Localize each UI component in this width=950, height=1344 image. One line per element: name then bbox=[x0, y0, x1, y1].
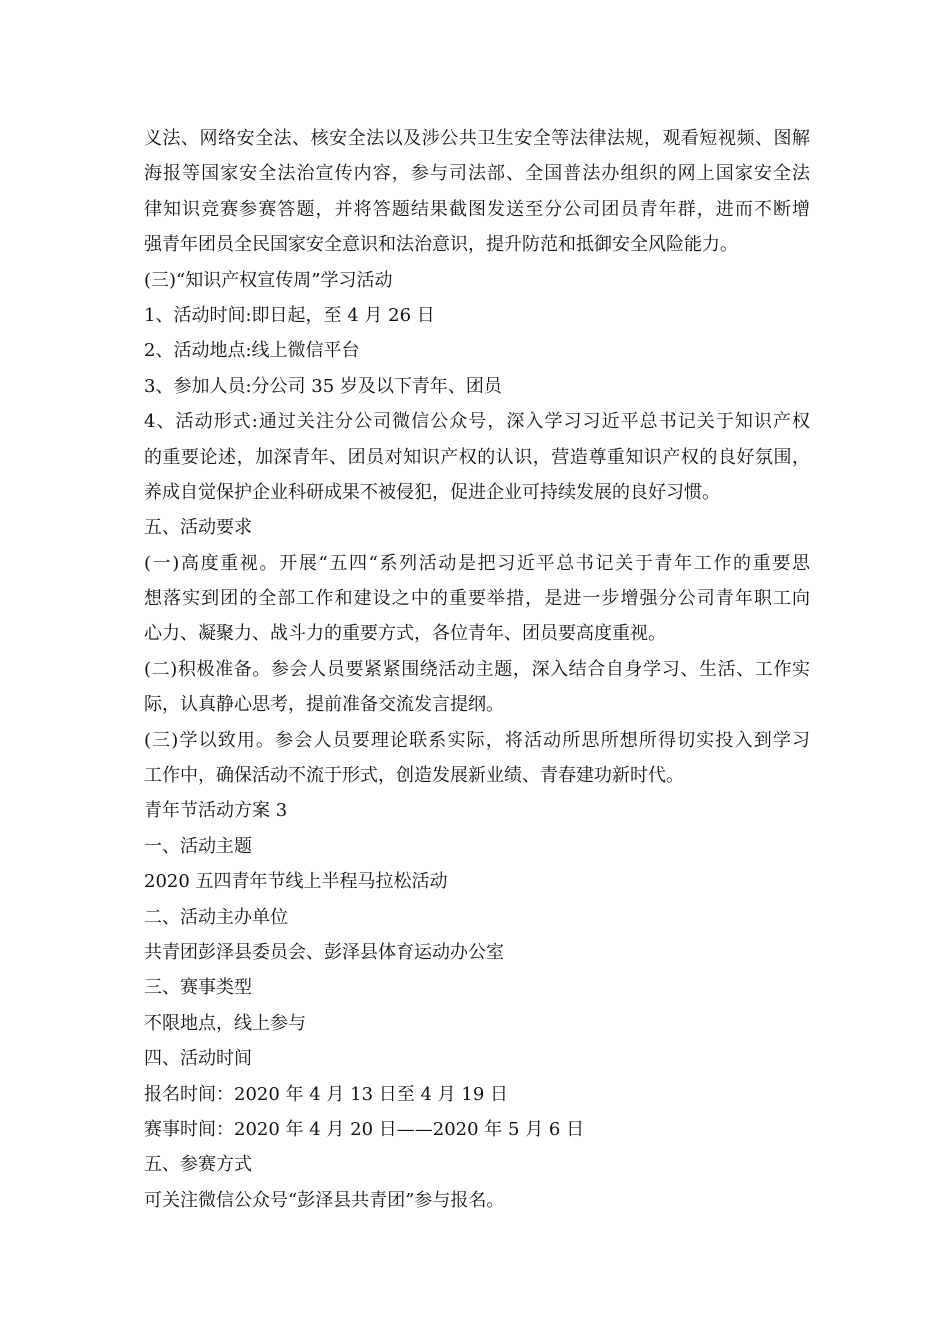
text-line: 2020 五四青年节线上半程马拉松活动 bbox=[144, 871, 448, 893]
text-line: 工作中，确保活动不流于形式，创造发展新业绩、青春建功新时代。 bbox=[144, 765, 684, 787]
text-line: 共青团彭泽县委员会、彭泽县体育运动办公室 bbox=[144, 941, 504, 963]
text-line: (一)高度重视。开展“五四“系列活动是把习近平总书记关于青年工作的重要思 bbox=[144, 552, 810, 574]
list-item: 4、活动形式:通过关注分公司微信公众号，深入学习习近平总书记关于知识产权 bbox=[144, 411, 810, 433]
text-line: 义法、网络安全法、核安全法以及涉公共卫生安全等法律法规，观看短视频、图解 bbox=[144, 128, 810, 149]
text-line: 律知识竞赛参赛答题，并将答题结果截图发送至分公司团员青年群，进而不断增 bbox=[144, 198, 810, 220]
document-page bbox=[144, 121, 810, 1218]
section-heading: (三)“知识产权宣传周”学习活动 bbox=[144, 269, 393, 291]
text-line: 想落实到团的全部工作和建设之中的重要举措，是进一步增强分公司青年职工向 bbox=[144, 588, 810, 610]
list-item: 3、参加人员:分公司 35 岁及以下青年、团员 bbox=[144, 375, 502, 397]
section-heading: 一、活动主题 bbox=[144, 835, 252, 857]
text-line: 赛事时间：2020 年 4 月 20 日——2020 年 5 月 6 日 bbox=[144, 1118, 585, 1140]
text-line: 可关注微信公众号“彭泽县共青团”参与报名。 bbox=[144, 1189, 505, 1211]
text-line: 养成自觉保护企业科研成果不被侵犯，促进企业可持续发展的良好习惯。 bbox=[144, 481, 720, 503]
text-line: 的重要论述，加深青年、团员对知识产权的认识，营造尊重知识产权的良好氛围， bbox=[144, 446, 810, 468]
text-line: 际，认真静心思考，提前准备交流发言提纲。 bbox=[144, 694, 504, 716]
text-line: (三)学以致用。参会人员要理论联系实际，将活动所思所想所得切实投入到学习 bbox=[144, 729, 810, 751]
text-line: 心力、凝聚力、战斗力的重要方式，各位青年、团员要高度重视。 bbox=[144, 623, 666, 645]
list-item: 2、活动地点:线上微信平台 bbox=[144, 340, 360, 362]
text-line: (二)积极准备。参会人员要紧紧围绕活动主题，深入结合自身学习、生活、工作实 bbox=[144, 658, 810, 680]
section-heading: 三、赛事类型 bbox=[144, 977, 252, 999]
text-line: 报名时间：2020 年 4 月 13 日至 4 月 19 日 bbox=[144, 1083, 509, 1105]
text-line: 不限地点，线上参与 bbox=[144, 1012, 306, 1034]
section-heading: 五、活动要求 bbox=[144, 517, 252, 539]
document-title: 青年节活动方案 3 bbox=[144, 800, 288, 822]
section-heading: 二、活动主办单位 bbox=[144, 906, 288, 928]
section-heading: 四、活动时间 bbox=[144, 1048, 252, 1070]
list-item: 1、活动时间:即日起，至 4 月 26 日 bbox=[144, 304, 435, 326]
text-line: 海报等国家安全法治宣传内容，参与司法部、全国普法办组织的网上国家安全法 bbox=[144, 163, 810, 185]
section-heading: 五、参赛方式 bbox=[144, 1154, 252, 1176]
text-line: 强青年团员全民国家安全意识和法治意识，提升防范和抵御安全风险能力。 bbox=[144, 234, 738, 256]
